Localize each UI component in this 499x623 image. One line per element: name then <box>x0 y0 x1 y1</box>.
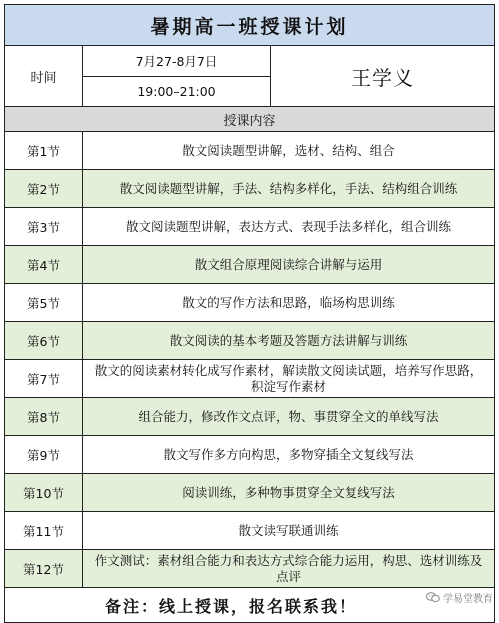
lesson-content: 散文读写联通训练 <box>83 512 495 550</box>
lesson-row <box>5 550 495 588</box>
lesson-label: 第1节 <box>5 132 83 170</box>
lesson-label: 第5节 <box>5 284 83 322</box>
lesson-label: 第11节 <box>5 512 83 550</box>
date-range: 7月27-8月7日 <box>83 46 271 77</box>
footer-row <box>5 588 495 623</box>
lesson-content: 散文的阅读素材转化成写作素材，解读散文阅读试题，培养写作思路，积淀写作素材 <box>83 360 495 398</box>
lesson-content: 散文阅读题型讲解，表达方式、表现手法多样化，组合训练 <box>83 208 495 246</box>
time-label: 时间 <box>5 46 83 107</box>
lesson-row <box>5 170 495 208</box>
lesson-label: 第2节 <box>5 170 83 208</box>
lesson-row <box>5 436 495 474</box>
lesson-label: 第3节 <box>5 208 83 246</box>
lesson-content: 组合能力，修改作文点评，物、事贯穿全文的单线写法 <box>83 398 495 436</box>
lesson-row <box>5 132 495 170</box>
time-row <box>5 46 495 77</box>
lesson-content: 阅读训练，多种物事贯穿全文复线写法 <box>83 474 495 512</box>
lesson-row <box>5 398 495 436</box>
lesson-content: 散文写作多方向构思，多物穿插全文复线写法 <box>83 436 495 474</box>
lesson-content: 散文的写作方法和思路，临场构思训练 <box>83 284 495 322</box>
lesson-label: 第10节 <box>5 474 83 512</box>
lesson-content: 散文组合原理阅读综合讲解与运用 <box>83 246 495 284</box>
lesson-row <box>5 512 495 550</box>
lesson-label: 第8节 <box>5 398 83 436</box>
lesson-row <box>5 284 495 322</box>
title-row <box>5 5 495 46</box>
lesson-label: 第7节 <box>5 360 83 398</box>
lesson-content: 散文阅读题型讲解，手法、结构多样化，手法、结构组合训练 <box>83 170 495 208</box>
lesson-row <box>5 246 495 284</box>
wechat-icon <box>426 592 440 603</box>
lesson-row <box>5 360 495 398</box>
lesson-row <box>5 322 495 360</box>
class-hours: 19:00–21:00 <box>83 76 271 107</box>
lesson-row <box>5 474 495 512</box>
lesson-content: 散文阅读题型讲解，选材、结构、组合 <box>83 132 495 170</box>
lesson-label: 第6节 <box>5 322 83 360</box>
lesson-label: 第12节 <box>5 550 83 588</box>
lesson-content: 作文测试：素材组合能力和表达方式综合能力运用，构思、选材训练及点评 <box>83 550 495 588</box>
page-title: 暑期高一班授课计划 <box>5 5 495 46</box>
teacher-name: 王学义 <box>271 46 495 107</box>
schedule-table <box>4 4 495 623</box>
lesson-label: 第4节 <box>5 246 83 284</box>
footer-note: 备注：线上授课，报名联系我！ <box>5 588 495 623</box>
lesson-content: 散文阅读的基本考题及答题方法讲解与训练 <box>83 322 495 360</box>
watermark <box>426 590 493 605</box>
section-header-row <box>5 107 495 132</box>
section-header: 授课内容 <box>5 107 495 132</box>
watermark-text: 学易堂教育 <box>443 594 493 605</box>
lesson-row <box>5 208 495 246</box>
lesson-label: 第9节 <box>5 436 83 474</box>
